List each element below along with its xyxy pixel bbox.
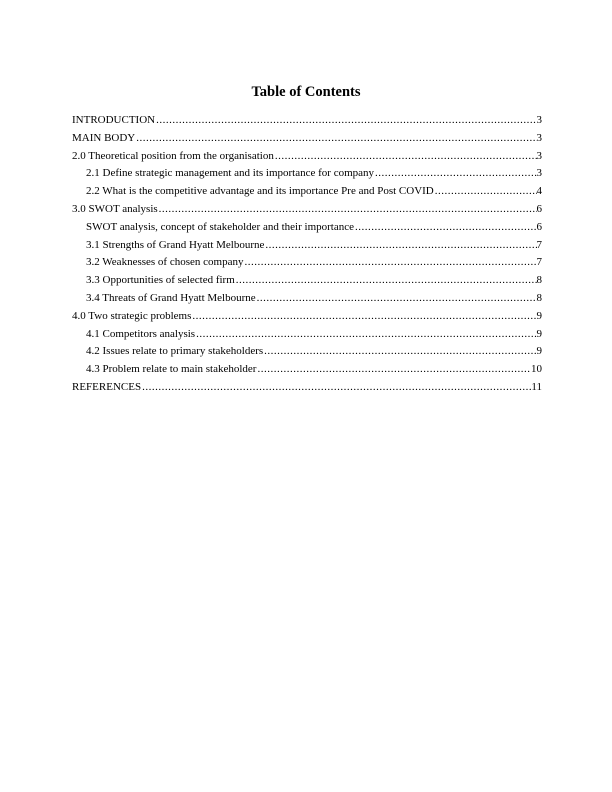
toc-page-number: 3: [536, 131, 542, 144]
toc-entry-primary-stakeholders[interactable]: [72, 343, 542, 361]
toc-page-number: 9: [536, 345, 542, 358]
toc-entry-text: REFERENCES: [72, 380, 142, 393]
toc-page-number: 4: [536, 185, 542, 198]
toc-entry-main-body[interactable]: [72, 130, 542, 148]
toc-dot-leader: [244, 254, 536, 272]
toc-page-number: 7: [536, 238, 542, 251]
toc-entry-swot-stakeholder[interactable]: [72, 219, 542, 237]
toc-entry-strengths[interactable]: [72, 237, 542, 255]
toc-entry-competitive-advantage[interactable]: [72, 183, 542, 201]
toc-page-number: 3: [536, 114, 542, 126]
toc-entry-opportunities[interactable]: [72, 272, 542, 290]
toc-entry-text: 4.3 Problem relate to main stakeholder: [86, 363, 257, 376]
toc-entry-text: 4.2 Issues relate to primary stakeholders: [86, 345, 264, 358]
toc-page-number: 11: [531, 380, 542, 393]
toc-entry-text: 3.1 Strengths of Grand Hyatt Melbourne: [86, 238, 265, 251]
toc-entry-text: 4.1 Competitors analysis: [86, 327, 196, 340]
toc-page-number: 9: [536, 327, 542, 340]
toc-entry-main-stakeholder[interactable]: [72, 361, 542, 379]
toc-list: [72, 112, 542, 397]
toc-entry-text: 3.2 Weaknesses of chosen company: [86, 256, 244, 269]
toc-entry-text: INTRODUCTION: [72, 114, 156, 126]
toc-page-number: 6: [536, 220, 542, 233]
toc-entry-text: 3.0 SWOT analysis: [72, 202, 158, 215]
toc-page-number: 6: [536, 202, 542, 215]
toc-dot-leader: [136, 130, 536, 148]
toc-entry-text: 4.0 Two strategic problems: [72, 309, 192, 322]
toc-page-number: 10: [531, 363, 542, 376]
toc-page-number: 3: [536, 149, 542, 162]
toc-dot-leader: [265, 237, 536, 255]
toc-dot-leader: [257, 290, 537, 308]
toc-page-number: 8: [536, 274, 542, 287]
page-title: Table of Contents: [251, 84, 361, 100]
toc-dot-leader: [192, 308, 536, 326]
toc-dot-leader: [375, 165, 536, 183]
toc-entry-references[interactable]: [72, 379, 542, 397]
toc-dot-leader: [156, 112, 536, 130]
toc-dot-leader: [257, 361, 531, 379]
toc-entry-swot-analysis[interactable]: [72, 201, 542, 219]
toc-entry-text: 2.0 Theoretical position from the organisation: [72, 149, 274, 162]
toc-entry-introduction[interactable]: [72, 112, 542, 130]
toc-dot-leader: [435, 183, 537, 201]
toc-dot-leader: [236, 272, 537, 290]
toc-page-number: 3: [536, 167, 542, 180]
toc-entry-strategic-management[interactable]: [72, 165, 542, 183]
toc-entry-text: 2.1 Define strategic management and its importance for company: [86, 167, 375, 180]
toc-entry-text: 2.2 What is the competitive advantage and its importance Pre and Post COVID: [86, 185, 434, 198]
toc-page-number: 8: [536, 291, 542, 304]
toc-entry-text: 3.4 Threats of Grand Hyatt Melbourne: [86, 291, 256, 304]
toc-entry-threats[interactable]: [72, 290, 542, 308]
toc-entry-theoretical-position[interactable]: [72, 148, 542, 166]
toc-page-number: 7: [536, 256, 542, 269]
toc-dot-leader: [196, 326, 536, 344]
toc-entry-text: 3.3 Opportunities of selected firm: [86, 274, 235, 287]
toc-entry-weaknesses[interactable]: [72, 254, 542, 272]
toc-entry-text: MAIN BODY: [72, 131, 136, 144]
toc-dot-leader: [142, 379, 531, 397]
toc-entry-strategic-problems[interactable]: [72, 308, 542, 326]
toc-dot-leader: [264, 343, 536, 361]
toc-entry-text: SWOT analysis, concept of stakeholder and their importance: [86, 220, 354, 233]
toc-dot-leader: [159, 201, 537, 219]
toc-entry-competitors-analysis[interactable]: [72, 326, 542, 344]
toc-page-number: 9: [536, 309, 542, 322]
toc-dot-leader: [355, 219, 537, 237]
toc-dot-leader: [275, 148, 537, 166]
